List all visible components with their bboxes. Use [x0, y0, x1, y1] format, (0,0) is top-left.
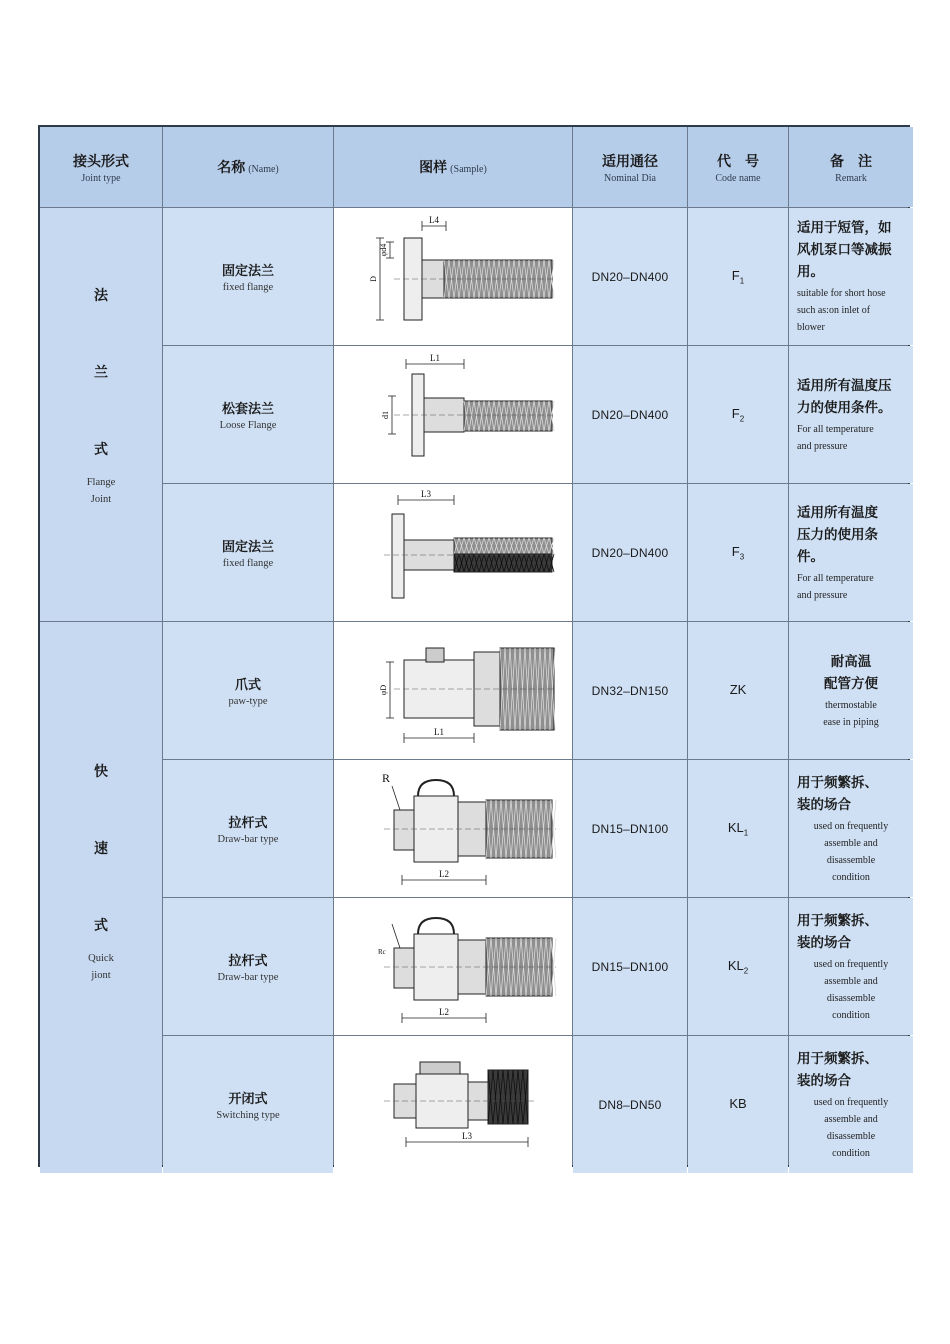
row-sample-cell	[334, 760, 572, 897]
dimension-label: L1	[434, 727, 444, 737]
row-name-cell	[163, 760, 333, 897]
code-subscript: 2	[743, 966, 749, 976]
code-subscript: 2	[739, 414, 745, 424]
remark-en	[814, 956, 888, 1024]
row-dia-cell	[573, 898, 687, 1035]
header-code-zh: 代 号	[717, 153, 759, 170]
group-char: 速	[94, 841, 108, 857]
remark-en-line: condition	[832, 1009, 870, 1021]
row-name-cell	[163, 484, 333, 621]
remark-zh: 用于频繁拆、	[797, 1050, 878, 1067]
row-remark-cell	[789, 208, 913, 345]
table-grid	[40, 127, 908, 1165]
remark-en-line: thermostable	[825, 699, 877, 711]
row-sample-cell	[334, 898, 572, 1035]
group-en: Flange	[86, 477, 116, 488]
header-name-en: (Name)	[248, 164, 279, 175]
dimension-label: R	[382, 771, 391, 785]
dimension-label: Rc	[378, 948, 386, 956]
joint-name-zh: 拉杆式	[228, 816, 268, 831]
row-dia-cell	[573, 346, 687, 483]
header-joint-type-zh: 接头形式	[73, 153, 129, 170]
row-remark-cell	[789, 484, 913, 621]
joint-name-en: Switching type	[216, 1110, 280, 1121]
code-main: KL	[727, 957, 744, 973]
remark-zh: 风机泵口等减振	[797, 242, 892, 258]
remark-en-line: and pressure	[797, 589, 848, 601]
header-sample-en: (Sample)	[450, 164, 487, 175]
dimension-label: φd4	[379, 243, 388, 257]
nominal-dia: DN20–DN400	[591, 545, 669, 560]
row-name-cell	[163, 208, 333, 345]
remark-zh: 用于频繁拆、	[797, 912, 878, 929]
joint-name-en: Loose Flange	[219, 420, 277, 431]
remark-en	[797, 421, 874, 455]
group-char: 式	[94, 918, 108, 934]
joint-drawing	[334, 208, 572, 345]
row-dia-cell	[573, 760, 687, 897]
row-remark-cell	[789, 760, 913, 897]
header-joint-type-en: Joint type	[81, 172, 121, 184]
nominal-dia: DN32–DN150	[591, 683, 669, 698]
code-main: F	[731, 543, 740, 559]
row-code-cell	[688, 898, 788, 1035]
group-char: 式	[94, 442, 108, 458]
remark-en-line: and pressure	[797, 440, 848, 452]
row-code-cell	[688, 484, 788, 621]
code-name	[730, 682, 747, 700]
remark-zh: 装的场合	[797, 796, 851, 813]
remark-zh: 装的场合	[797, 934, 851, 951]
code-name	[732, 406, 744, 424]
joint-name-zh: 固定法兰	[221, 540, 274, 555]
header-dia-en: Nominal Dia	[604, 172, 656, 184]
remark-en	[814, 1094, 888, 1162]
nominal-dia: DN20–DN400	[591, 269, 669, 284]
code-main: ZK	[729, 681, 747, 697]
group-char: 快	[94, 764, 108, 780]
dimension-label: L3	[462, 1131, 472, 1141]
header-sample	[334, 127, 572, 207]
header-joint-type	[40, 127, 162, 207]
row-dia-cell	[573, 1036, 687, 1173]
header-remark-zh: 备 注	[830, 153, 872, 170]
code-main: F	[731, 267, 740, 283]
remark-zh: 用于频繁拆、	[797, 774, 878, 791]
code-name	[728, 958, 748, 976]
group-flange-joint	[40, 208, 162, 621]
remark-zh: 适用于短管，如	[797, 220, 892, 236]
remark-en	[797, 285, 886, 336]
row-sample-cell	[334, 346, 572, 483]
header-remark	[789, 127, 913, 207]
code-name	[732, 268, 744, 286]
remark-en-line: assemble and	[824, 837, 878, 849]
dimension-label: L1	[430, 353, 440, 363]
row-name-cell	[163, 346, 333, 483]
nominal-dia: DN20–DN400	[591, 407, 669, 422]
row-remark-cell	[789, 898, 913, 1035]
joint-name-zh: 爪式	[234, 678, 261, 693]
row-sample-cell	[334, 484, 572, 621]
remark-zh: 适用所有温度	[797, 504, 878, 521]
header-code-en: Code name	[715, 172, 761, 184]
dimension-label: d1	[381, 411, 390, 419]
nominal-dia: DN15–DN100	[591, 821, 669, 836]
remark-en-line: disassemble	[826, 854, 876, 866]
row-code-cell	[688, 622, 788, 759]
remark-en-line: disassemble	[826, 1130, 876, 1142]
header-sample-zh: 图样	[419, 160, 448, 176]
dimension-label: D	[369, 276, 378, 282]
group-char: 法	[94, 288, 108, 304]
row-remark-cell	[789, 346, 913, 483]
row-dia-cell	[573, 622, 687, 759]
joint-name-zh: 开闭式	[228, 1092, 268, 1107]
row-name-cell	[163, 898, 333, 1035]
remark-en-line: ease in piping	[823, 716, 879, 728]
code-main: KL	[727, 819, 744, 835]
row-name-cell	[163, 622, 333, 759]
remark-zh: 压力的使用条	[797, 526, 878, 543]
code-subscript: 1	[739, 276, 745, 286]
group-char: 兰	[94, 365, 108, 381]
header-dia-zh: 适用通径	[602, 153, 658, 170]
remark-zh: 装的场合	[797, 1072, 851, 1089]
joint-name-en: paw-type	[228, 696, 268, 707]
remark-en-line: assemble and	[824, 1113, 878, 1125]
remark-en-line: blower	[797, 322, 825, 333]
joint-name-en: fixed flange	[222, 558, 274, 569]
joint-name-en: Draw-bar type	[217, 972, 279, 983]
dimension-label: L2	[439, 1007, 449, 1017]
header-name-zh: 名称	[217, 160, 246, 176]
joint-name-en: Draw-bar type	[217, 834, 279, 845]
remark-en-line: assemble and	[824, 975, 878, 987]
row-code-cell	[688, 760, 788, 897]
remark-en-line: For all temperature	[797, 423, 874, 435]
remark-zh: 力的使用条件。	[797, 399, 892, 416]
remark-en-line: suitable for short hose	[797, 288, 886, 299]
code-name	[728, 820, 748, 838]
row-remark-cell	[789, 1036, 913, 1173]
joint-drawing	[334, 484, 572, 621]
joint-name-zh: 固定法兰	[221, 264, 274, 279]
header-name	[163, 127, 333, 207]
dimension-label: L2	[439, 869, 449, 879]
row-remark-cell	[789, 622, 913, 759]
joint-drawing	[334, 760, 572, 897]
code-name	[732, 544, 744, 562]
code-main: F	[731, 405, 740, 421]
remark-en-line: used on frequently	[813, 1096, 889, 1108]
remark-en	[797, 570, 874, 604]
header-code	[688, 127, 788, 207]
remark-zh: 耐高温	[830, 653, 872, 670]
joint-name-zh: 拉杆式	[228, 954, 268, 969]
remark-en	[823, 697, 879, 731]
joint-drawing	[334, 898, 572, 1035]
remark-zh: 件。	[797, 548, 824, 565]
row-dia-cell	[573, 208, 687, 345]
row-code-cell	[688, 1036, 788, 1173]
code-main: KB	[729, 1095, 747, 1111]
remark-en-line: For all temperature	[797, 572, 874, 584]
remark-en-line: condition	[832, 1147, 870, 1159]
remark-en	[814, 818, 888, 886]
remark-zh: 用。	[797, 264, 824, 280]
dimension-label: L4	[429, 215, 439, 225]
row-sample-cell	[334, 208, 572, 345]
group-quick-joint	[40, 622, 162, 1173]
joint-drawing	[334, 346, 572, 483]
code-subscript: 3	[739, 552, 745, 562]
nominal-dia: DN15–DN100	[591, 959, 669, 974]
row-sample-cell	[334, 1036, 572, 1173]
joint-type-table	[38, 125, 910, 1167]
remark-zh: 配管方便	[824, 675, 878, 692]
row-dia-cell	[573, 484, 687, 621]
remark-en-line: disassemble	[826, 992, 876, 1004]
header-nominal-dia	[573, 127, 687, 207]
row-code-cell	[688, 346, 788, 483]
row-name-cell	[163, 1036, 333, 1173]
group-en: jiont	[91, 970, 111, 981]
joint-name-zh: 松套法兰	[221, 402, 274, 417]
joint-name-en: fixed flange	[222, 282, 274, 293]
row-sample-cell	[334, 622, 572, 759]
row-code-cell	[688, 208, 788, 345]
remark-en-line: used on frequently	[813, 820, 889, 832]
group-en: Quick	[88, 953, 114, 964]
remark-en-line: such as:on inlet of	[797, 305, 871, 316]
joint-drawing	[334, 1036, 572, 1173]
code-subscript: 1	[743, 828, 749, 838]
remark-en-line: condition	[832, 871, 870, 883]
remark-zh: 适用所有温度压	[797, 377, 892, 394]
dimension-label: L3	[421, 489, 431, 499]
nominal-dia: DN8–DN50	[598, 1097, 662, 1112]
joint-drawing	[334, 622, 572, 759]
code-name	[729, 1096, 746, 1114]
remark-en-line: used on frequently	[813, 958, 889, 970]
group-en: Joint	[90, 494, 112, 505]
header-remark-en: Remark	[835, 172, 867, 184]
dimension-label: φD	[379, 684, 388, 696]
